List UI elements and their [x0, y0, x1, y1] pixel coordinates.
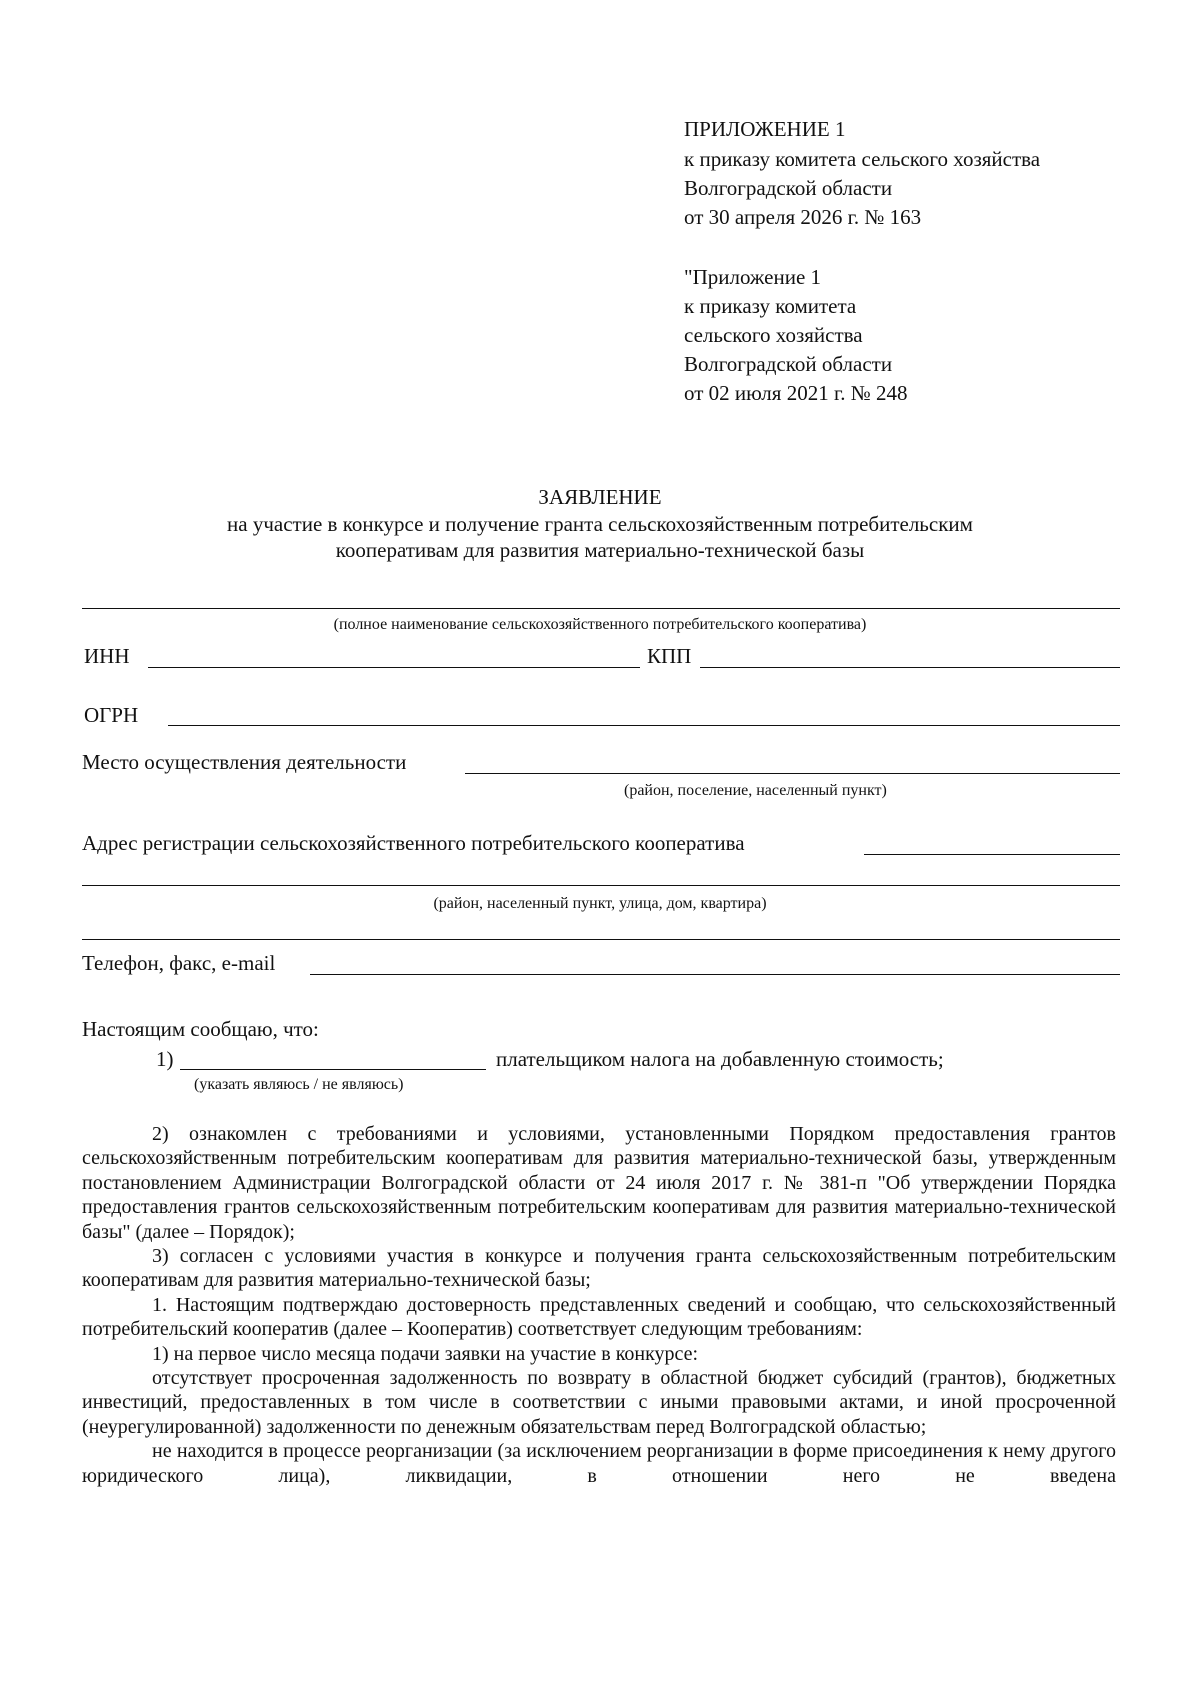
paragraph-first-day: 1) на первое число месяца подачи заявки на участие в конкурсе: [152, 1342, 699, 1365]
kpp-field-line[interactable] [700, 667, 1120, 668]
reg-address-label: Адрес регистрации сельскохозяйственного потребительского кооператива [82, 831, 745, 855]
reg-address-field-line-2[interactable] [82, 885, 1120, 886]
paragraph-agreed: 3) согласен с условиями участия в конкурсе и получения гранта сельскохозяйственным потребительским кооперативам для развития материально-технической базы; [82, 1245, 1116, 1292]
old-appendix-committee-line: сельского хозяйства [684, 323, 863, 347]
old-appendix-date-line: от 02 июля 2021 г. № 248 [684, 381, 908, 405]
activity-place-field-line[interactable] [465, 773, 1120, 774]
statement-item-text: плательщиком налога на добавленную стоимость; [496, 1047, 944, 1071]
paragraph-no-reorganization: не находится в процессе реорганизации (за исключением реорганизации в форме присоединения к нему другого юридического лица), ликвидации, в отношении него не введена [82, 1440, 1116, 1487]
old-appendix-region-line: Волгоградской области [684, 352, 893, 376]
ogrn-field-line[interactable] [168, 725, 1120, 726]
document-title: ЗАЯВЛЕНИЕ [538, 485, 662, 509]
document-subtitle-line-2: кооперативам для развития материально-технической базы [335, 538, 865, 562]
body-text [82, 1122, 1116, 1488]
inn-label: ИНН [84, 644, 130, 668]
kpp-label: КПП [647, 644, 692, 668]
statement-intro: Настоящим сообщаю, что: [82, 1017, 319, 1041]
ogrn-label: ОГРН [84, 703, 139, 727]
appendix-region-line: Волгоградской области [684, 176, 893, 200]
statement-item-number: 1) [156, 1047, 174, 1071]
activity-place-label: Место осуществления деятельности [82, 750, 407, 774]
appendix-date-line: от 30 апреля 2026 г. № 163 [684, 205, 922, 229]
old-appendix-order-line: к приказу комитета [684, 294, 857, 318]
reg-address-field-line-1[interactable] [864, 854, 1120, 855]
paragraph-familiarized: 2) ознакомлен с требованиями и условиями, установленными Порядком предоставления грантов сельскохозяйственным потребительским кооперативам для развития материально-технической базы, утвержденным постановлением Администрации Волгоградской области от 24 июля 2017 г. № 381-п "Об утверждении Порядка предоставления грантов сельскохозяйственным потребительским кооперативам для развития материально-технической базы" (далее – Порядок); [82, 1123, 1116, 1243]
vat-status-field-line[interactable] [180, 1069, 486, 1070]
contacts-field-line[interactable] [310, 974, 1120, 975]
full-name-field-line[interactable] [82, 608, 1120, 609]
reg-address-caption: (район, населенный пункт, улица, дом, квартира) [433, 895, 767, 912]
paragraph-confirmation: 1. Настоящим подтверждаю достоверность представленных сведений и сообщаю, что сельскохозяйственный потребительский кооператив (далее – Кооператив) соответствует следующим требованиям: [82, 1293, 1116, 1341]
activity-place-caption: (район, поселение, населенный пункт) [624, 782, 887, 799]
reg-address-field-line-3[interactable] [82, 939, 1120, 940]
document-subtitle-line-1: на участие в конкурсе и получение гранта сельскохозяйственным потребительским [227, 512, 973, 536]
old-appendix-title: "Приложение 1 [684, 265, 822, 289]
appendix-title: ПРИЛОЖЕНИЕ 1 [684, 117, 846, 141]
paragraph-no-debt: отсутствует просроченная задолженность по возврату в областной бюджет субсидий (грантов), бюджетных инвестиций, предоставленных в том числе в соответствии с иными правовыми актами, и иной просроченной (неурегулированной) задолженности по денежным обязательствам перед Волгоградской областью; [82, 1367, 1116, 1438]
full-name-caption: (полное наименование сельскохозяйственного потребительского кооператива) [333, 616, 867, 633]
inn-field-line[interactable] [148, 667, 640, 668]
contacts-label: Телефон, факс, e-mail [82, 951, 276, 975]
appendix-order-line: к приказу комитета сельского хозяйства [684, 147, 1041, 171]
vat-status-caption: (указать являюсь / не являюсь) [194, 1076, 404, 1093]
